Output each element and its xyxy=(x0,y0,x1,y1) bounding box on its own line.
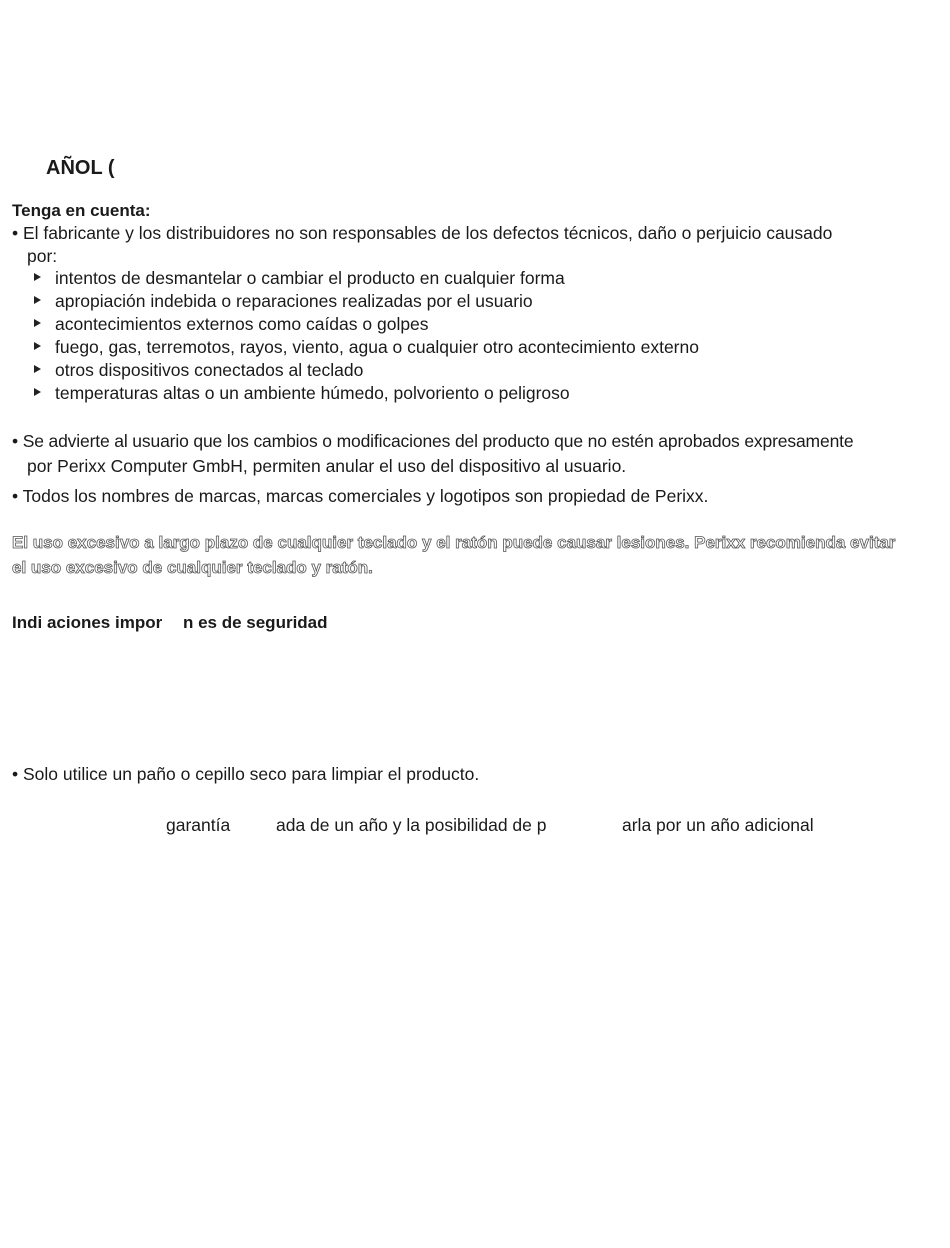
cause-text: temperaturas altas o un ambiente húmedo, polvoriento o peligroso xyxy=(55,383,570,403)
liability-line-1: • El fabricante y los distribuidores no son responsables de los defectos técnicos, daño o perjuicio causado xyxy=(12,223,833,243)
warranty-fragment-2: ada de un año y la posibilidad de p xyxy=(276,815,547,835)
triangle-bullet-icon xyxy=(34,365,41,373)
cause-item xyxy=(34,382,570,405)
modification-line-1: • Se advierte al usuario que los cambios o modificaciones del producto que no estén aprobados expresamente xyxy=(12,431,854,451)
triangle-bullet-icon xyxy=(34,319,41,327)
trademarks-line: • Todos los nombres de marcas, marcas comerciales y logotipos son propiedad de Perixx. xyxy=(12,486,709,506)
warning-line-2: el uso excesivo de cualquier teclado y ratón. xyxy=(12,558,373,577)
safety-heading-fragment: Indi xyxy=(12,613,43,632)
notice-label: Tenga en cuenta: xyxy=(12,201,151,220)
triangle-bullet-icon xyxy=(34,388,41,396)
warranty-fragment-1: garantía xyxy=(166,815,231,835)
cause-item xyxy=(34,336,699,359)
triangle-bullet-icon xyxy=(34,273,41,281)
cause-item xyxy=(34,267,565,290)
cause-text: otros dispositivos conectados al teclado xyxy=(55,360,364,380)
safety-heading-fragment: n xyxy=(182,613,194,632)
cause-text: apropiación indebida o reparaciones realizadas por el usuario xyxy=(55,291,533,311)
cause-text: intentos de desmantelar o cambiar el producto en cualquier forma xyxy=(55,268,565,288)
cleaning-instruction: • Solo utilice un paño o cepillo seco para limpiar el producto. xyxy=(12,764,480,784)
cause-item xyxy=(34,313,429,336)
triangle-bullet-icon xyxy=(34,296,41,304)
safety-heading xyxy=(12,613,328,633)
cause-item xyxy=(34,290,533,313)
modification-line-2: por Perixx Computer GmbH, permiten anular el uso del dispositivo al usuario. xyxy=(27,456,627,476)
safety-heading-fragment: aciones impor xyxy=(46,613,163,632)
triangle-bullet-icon xyxy=(34,342,41,350)
warning-line-1: El uso excesivo a largo plazo de cualquier teclado y el ratón puede causar lesiones. Perixx recomienda evitar xyxy=(12,533,896,552)
liability-line-2: por: xyxy=(27,246,58,266)
cause-text: fuego, gas, terremotos, rayos, viento, agua o cualquier otro acontecimiento externo xyxy=(55,337,699,357)
cause-item xyxy=(34,359,363,382)
cause-text: acontecimientos externos como caídas o golpes xyxy=(55,314,429,334)
warranty-fragment-3: arla por un año adicional xyxy=(622,815,814,835)
safety-heading-fragment: es de seguridad xyxy=(198,613,328,632)
section-heading: AÑOL ( xyxy=(46,157,115,179)
